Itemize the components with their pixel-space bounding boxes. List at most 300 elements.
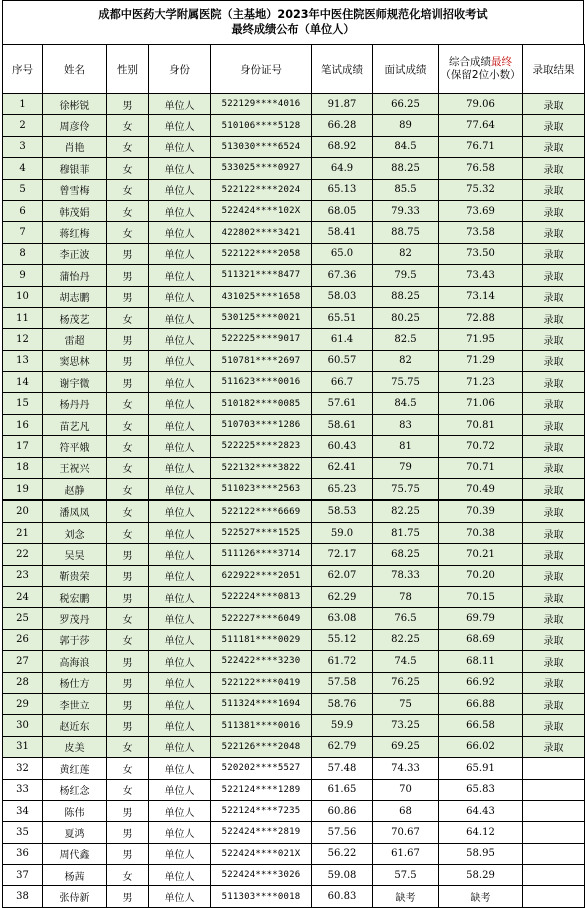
cell-id-number: 510781****2697 [211,350,312,371]
cell-interview: 83 [373,414,439,435]
cell-id-number: 522129****4016 [211,94,312,115]
cell-name: 雷超 [43,329,107,350]
cell-id-number: 511126****3714 [211,544,312,565]
cell-result: 录取 [523,286,585,307]
cell-no: 20 [3,500,43,522]
cell-name: 苗艺凡 [43,414,107,435]
cell-gender: 男 [107,651,149,672]
cell-written: 67.36 [312,265,373,286]
cell-name: 蒋红梅 [43,222,107,243]
cell-id-number: 522122****0419 [211,672,312,693]
cell-id-number: 511381****0016 [211,715,312,736]
cell-written: 57.56 [312,822,373,843]
cell-composite: 79.06 [439,94,523,115]
cell-gender: 男 [107,672,149,693]
cell-id-number: 522122****2058 [211,243,312,264]
cell-name: 曾雪梅 [43,179,107,200]
cell-interview: 75.75 [373,479,439,501]
cell-gender: 男 [107,886,149,907]
cell-result: 录取 [523,265,585,286]
cell-gender: 女 [107,500,149,522]
cell-interview: 78 [373,586,439,607]
cell-name: 王祝兴 [43,457,107,478]
cell-written: 60.86 [312,800,373,821]
cell-id-number: 522224****0813 [211,586,312,607]
table-row [3,414,585,435]
cell-gender: 女 [107,200,149,221]
cell-identity: 单位人 [149,565,211,586]
cell-result [523,758,585,779]
cell-written: 63.08 [312,608,373,629]
cell-composite: 65.83 [439,779,523,800]
table-row [3,800,585,821]
table-row [3,329,585,350]
cell-id-number: 511623****0016 [211,372,312,393]
cell-gender: 男 [107,243,149,264]
cell-gender: 女 [107,865,149,886]
cell-composite: 70.72 [439,436,523,457]
cell-result: 录取 [523,329,585,350]
table-row [3,136,585,157]
cell-identity: 单位人 [149,522,211,543]
cell-composite: 70.15 [439,586,523,607]
cell-gender: 男 [107,843,149,864]
cell-result: 录取 [523,179,585,200]
cell-result: 录取 [523,629,585,650]
table-row [3,843,585,864]
cell-written: 65.51 [312,307,373,328]
cell-identity: 单位人 [149,414,211,435]
table-row [3,393,585,414]
cell-written: 62.29 [312,586,373,607]
cell-no: 32 [3,758,43,779]
cell-no: 16 [3,414,43,435]
cell-name: 赵近东 [43,715,107,736]
cell-identity: 单位人 [149,136,211,157]
table-row [3,522,585,543]
cell-interview: 75 [373,693,439,714]
cell-name: 黄红莲 [43,758,107,779]
cell-gender: 女 [107,307,149,328]
cell-result: 录取 [523,565,585,586]
cell-no: 37 [3,865,43,886]
cell-identity: 单位人 [149,651,211,672]
cell-composite: 73.43 [439,265,523,286]
cell-name: 窦思林 [43,350,107,371]
composite-prefix: 综合成绩 [449,56,491,68]
cell-identity: 单位人 [149,179,211,200]
cell-composite: 71.23 [439,372,523,393]
table-row [3,586,585,607]
cell-interview: 68 [373,800,439,821]
cell-id-number: 522122****2024 [211,179,312,200]
cell-result: 录取 [523,136,585,157]
cell-no: 25 [3,608,43,629]
col-header-name: 姓名 [43,45,107,94]
cell-result: 录取 [523,457,585,478]
cell-gender: 女 [107,436,149,457]
cell-gender: 女 [107,629,149,650]
cell-result: 录取 [523,115,585,136]
table-row [3,479,585,501]
cell-composite: 70.39 [439,500,523,522]
cell-composite: 70.81 [439,414,523,435]
cell-gender: 男 [107,565,149,586]
cell-gender: 男 [107,329,149,350]
cell-composite: 77.64 [439,115,523,136]
cell-interview: 81.75 [373,522,439,543]
cell-interview: 79.5 [373,265,439,286]
cell-written: 66.28 [312,115,373,136]
cell-written: 61.4 [312,329,373,350]
cell-interview: 76.5 [373,608,439,629]
cell-no: 26 [3,629,43,650]
table-row [3,865,585,886]
cell-id-number: 622922****2051 [211,565,312,586]
cell-interview: 84.5 [373,136,439,157]
cell-no: 27 [3,651,43,672]
cell-written: 68.92 [312,136,373,157]
cell-interview: 74.33 [373,758,439,779]
cell-interview: 61.67 [373,843,439,864]
cell-result [523,865,585,886]
table-row [3,307,585,328]
cell-identity: 单位人 [149,243,211,264]
cell-identity: 单位人 [149,672,211,693]
cell-name: 杨茜 [43,865,107,886]
cell-composite: 70.38 [439,522,523,543]
table-row [3,222,585,243]
cell-gender: 女 [107,522,149,543]
cell-result [523,843,585,864]
cell-no: 13 [3,350,43,371]
cell-name: 谢宇微 [43,372,107,393]
results-document [2,0,584,908]
table-row [3,94,585,115]
col-header-id-number: 身份证号 [211,45,312,94]
col-header-gender: 性别 [107,45,149,94]
cell-identity: 单位人 [149,544,211,565]
cell-no: 36 [3,843,43,864]
cell-identity: 单位人 [149,629,211,650]
cell-identity: 单位人 [149,307,211,328]
cell-id-number: 522424****021X [211,843,312,864]
cell-name: 肖艳 [43,136,107,157]
cell-gender: 女 [107,158,149,179]
composite-final-label: 最终 [491,56,512,68]
table-row [3,565,585,586]
table-row [3,286,585,307]
cell-no: 15 [3,393,43,414]
table-row [3,115,585,136]
cell-written: 58.61 [312,414,373,435]
cell-interview: 82 [373,350,439,371]
cell-gender: 男 [107,693,149,714]
cell-name: 徐彬锐 [43,94,107,115]
cell-written: 58.41 [312,222,373,243]
cell-name: 赵静 [43,479,107,501]
cell-composite: 75.32 [439,179,523,200]
cell-name: 周代鑫 [43,843,107,864]
cell-name: 陈伟 [43,800,107,821]
table-row [3,715,585,736]
table-row [3,758,585,779]
cell-name: 周彦伶 [43,115,107,136]
table-row [3,629,585,650]
col-header-composite [439,45,523,94]
table-row [3,500,585,522]
cell-interview: 89 [373,115,439,136]
cell-no: 18 [3,457,43,478]
cell-result: 录取 [523,222,585,243]
cell-result: 录取 [523,522,585,543]
cell-interview: 79 [373,457,439,478]
cell-composite: 64.43 [439,800,523,821]
cell-gender: 女 [107,779,149,800]
cell-id-number: 511321****8477 [211,265,312,286]
cell-name: 杨红念 [43,779,107,800]
cell-id-number: 522424****102X [211,200,312,221]
cell-id-number: 522424****3026 [211,865,312,886]
cell-id-number: 522424****2819 [211,822,312,843]
cell-result: 录取 [523,414,585,435]
cell-identity: 单位人 [149,736,211,757]
cell-name: 符平娥 [43,436,107,457]
cell-interview: 81 [373,436,439,457]
cell-interview: 88.25 [373,158,439,179]
cell-written: 59.0 [312,522,373,543]
cell-interview: 74.5 [373,651,439,672]
cell-composite: 70.20 [439,565,523,586]
cell-written: 59.9 [312,715,373,736]
cell-written: 58.76 [312,693,373,714]
cell-gender: 女 [107,393,149,414]
cell-result: 录取 [523,436,585,457]
cell-no: 1 [3,94,43,115]
cell-no: 7 [3,222,43,243]
table-row [3,693,585,714]
cell-written: 61.65 [312,779,373,800]
cell-interview: 57.5 [373,865,439,886]
table-row [3,372,585,393]
cell-name: 胡志鹏 [43,286,107,307]
cell-identity: 单位人 [149,222,211,243]
table-row [3,243,585,264]
cell-name: 皮美 [43,736,107,757]
cell-no: 21 [3,522,43,543]
cell-gender: 男 [107,715,149,736]
cell-id-number: 520202****5527 [211,758,312,779]
cell-gender: 女 [107,608,149,629]
cell-written: 58.03 [312,286,373,307]
cell-result: 录取 [523,608,585,629]
cell-identity: 单位人 [149,693,211,714]
table-row [3,736,585,757]
cell-interview: 70 [373,779,439,800]
cell-name: 穆银菲 [43,158,107,179]
document-title [2,0,584,44]
cell-written: 57.61 [312,393,373,414]
cell-result: 录取 [523,307,585,328]
cell-gender: 女 [107,736,149,757]
cell-composite: 64.12 [439,822,523,843]
cell-interview: 78.33 [373,565,439,586]
table-header-row [3,45,585,94]
cell-id-number: 522124****1289 [211,779,312,800]
cell-identity: 单位人 [149,265,211,286]
cell-gender: 男 [107,286,149,307]
cell-composite: 58.95 [439,843,523,864]
cell-id-number: 522225****2823 [211,436,312,457]
cell-id-number: 511023****2563 [211,479,312,501]
cell-no: 35 [3,822,43,843]
cell-composite: 58.29 [439,865,523,886]
cell-gender: 女 [107,136,149,157]
cell-written: 60.43 [312,436,373,457]
cell-no: 10 [3,286,43,307]
cell-interview: 88.25 [373,286,439,307]
cell-result: 录取 [523,586,585,607]
cell-id-number: 522126****2048 [211,736,312,757]
cell-gender: 女 [107,179,149,200]
cell-result [523,800,585,821]
cell-no: 4 [3,158,43,179]
cell-name: 夏鸿 [43,822,107,843]
cell-id-number: 510703****1286 [211,414,312,435]
cell-gender: 男 [107,350,149,371]
cell-composite: 68.11 [439,651,523,672]
cell-interview: 82 [373,243,439,264]
cell-identity: 单位人 [149,608,211,629]
cell-identity: 单位人 [149,200,211,221]
cell-gender: 男 [107,586,149,607]
cell-result: 录取 [523,544,585,565]
cell-composite: 70.49 [439,479,523,501]
cell-result [523,886,585,907]
cell-interview: 82.25 [373,500,439,522]
cell-name: 蒲怡丹 [43,265,107,286]
cell-no: 22 [3,544,43,565]
cell-gender: 女 [107,758,149,779]
cell-name: 杨茂艺 [43,307,107,328]
results-table [2,44,585,908]
cell-written: 58.53 [312,500,373,522]
cell-result [523,822,585,843]
cell-no: 11 [3,307,43,328]
cell-composite: 71.29 [439,350,523,371]
cell-id-number: 522122****6669 [211,500,312,522]
table-row [3,886,585,907]
cell-written: 62.79 [312,736,373,757]
cell-no: 19 [3,479,43,501]
cell-interview: 76.25 [373,672,439,693]
cell-no: 29 [3,693,43,714]
table-row [3,779,585,800]
composite-note: （保留2位小数） [440,69,521,81]
cell-identity: 单位人 [149,329,211,350]
cell-written: 61.72 [312,651,373,672]
cell-gender: 女 [107,414,149,435]
cell-no: 30 [3,715,43,736]
cell-identity: 单位人 [149,800,211,821]
cell-interview: 75.75 [373,372,439,393]
table-body [3,94,585,908]
cell-gender: 女 [107,479,149,501]
cell-result: 录取 [523,243,585,264]
cell-written: 62.07 [312,565,373,586]
cell-name: 刘念 [43,522,107,543]
cell-interview: 68.25 [373,544,439,565]
table-row [3,265,585,286]
cell-written: 66.7 [312,372,373,393]
cell-no: 23 [3,565,43,586]
cell-composite: 71.95 [439,329,523,350]
cell-composite: 缺考 [439,886,523,907]
cell-written: 55.12 [312,629,373,650]
cell-no: 34 [3,800,43,821]
col-header-identity: 身份 [149,45,211,94]
table-row [3,350,585,371]
cell-composite: 66.02 [439,736,523,757]
cell-composite: 65.91 [439,758,523,779]
cell-name: 张侍新 [43,886,107,907]
cell-composite: 72.88 [439,307,523,328]
cell-written: 65.23 [312,479,373,501]
cell-composite: 70.71 [439,457,523,478]
cell-identity: 单位人 [149,500,211,522]
cell-interview: 缺考 [373,886,439,907]
cell-composite: 76.71 [439,136,523,157]
cell-no: 38 [3,886,43,907]
cell-written: 62.41 [312,457,373,478]
cell-identity: 单位人 [149,393,211,414]
cell-name: 罗茂丹 [43,608,107,629]
table-row [3,436,585,457]
cell-interview: 82.25 [373,629,439,650]
cell-composite: 73.69 [439,200,523,221]
cell-result: 录取 [523,350,585,371]
cell-identity: 单位人 [149,865,211,886]
table-row [3,608,585,629]
cell-result: 录取 [523,715,585,736]
cell-no: 5 [3,179,43,200]
cell-interview: 70.67 [373,822,439,843]
cell-result: 录取 [523,158,585,179]
title-line-1: 成都中医药大学附属医院（主基地）2023年中医住院医师规范化培训招收考试 [98,8,488,21]
cell-name: 吴昊 [43,544,107,565]
cell-id-number: 431025****1658 [211,286,312,307]
cell-name: 韩茂娟 [43,200,107,221]
cell-identity: 单位人 [149,715,211,736]
cell-written: 57.58 [312,672,373,693]
table-row [3,651,585,672]
cell-id-number: 522132****3822 [211,457,312,478]
cell-no: 9 [3,265,43,286]
cell-result: 录取 [523,736,585,757]
cell-no: 8 [3,243,43,264]
table-row [3,200,585,221]
cell-gender: 女 [107,457,149,478]
cell-no: 33 [3,779,43,800]
cell-id-number: 522124****7235 [211,800,312,821]
cell-id-number: 522225****9017 [211,329,312,350]
cell-result: 录取 [523,200,585,221]
cell-composite: 66.88 [439,693,523,714]
cell-name: 高海浪 [43,651,107,672]
cell-written: 57.48 [312,758,373,779]
cell-name: 潘凤凤 [43,500,107,522]
cell-name: 杨仕方 [43,672,107,693]
